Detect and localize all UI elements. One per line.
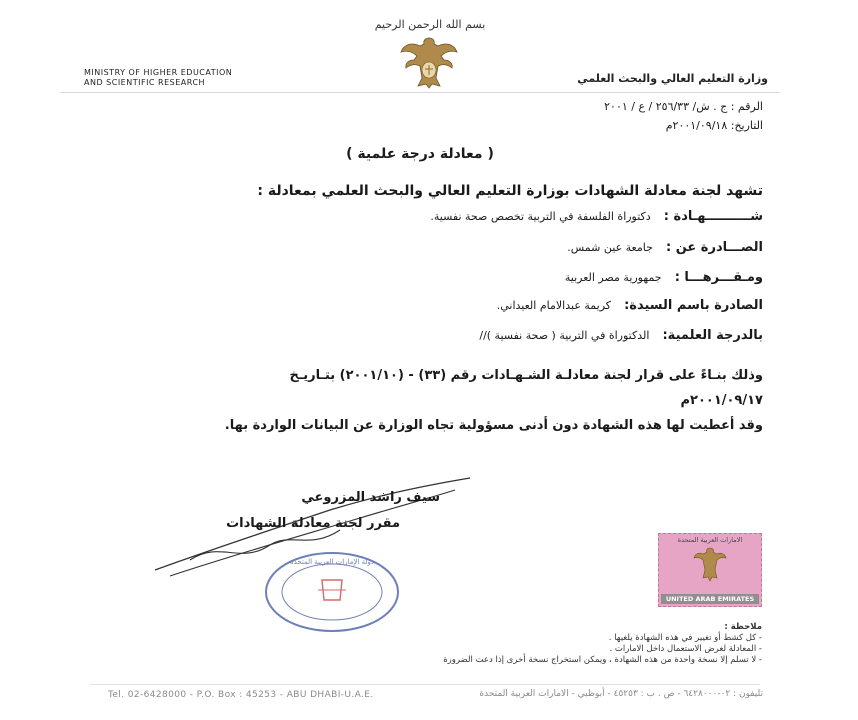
header-divider — [60, 92, 780, 93]
note-item: - لا تسلم إلا نسخة واحدة من هذه الشهادة ، ويمكن استخراج نسخة أخرى إذا دعت الضرورة — [443, 655, 762, 665]
field-holder — [120, 294, 763, 313]
field-degree — [120, 324, 763, 343]
field-certificate-label: شــــــــــهـادة : — [663, 209, 763, 224]
ministry-en-line2: AND SCIENTIFIC RESEARCH — [84, 78, 206, 87]
notes-heading: ملاحظة : — [724, 622, 762, 632]
stamp-bottom-text: UNITED ARAB EMIRATES — [661, 594, 759, 604]
decision-line-1: وذلك بنـاءً على قرار لجنة معادلـة الشـهـادات رقم (٣٣) - (٢٠٠١/١٠) بتـاريـخ — [289, 368, 763, 383]
reference-date-value: ٢٠٠١/٠٩/١٨م — [665, 119, 728, 132]
field-issuer — [120, 236, 763, 255]
footer-divider — [90, 684, 760, 685]
field-degree-value: الدكتوراة في التربية ( صحة نفسية )// — [479, 329, 650, 342]
decision-line-3: وقد أعطيت لها هذه الشهادة دون أدنى مسؤولية تجاه الوزارة عن البيانات الواردة بها. — [224, 418, 763, 433]
document-title: ( معادلة درجة علمية ) — [346, 146, 494, 162]
field-issuer-label: الصـــادرة عن : — [665, 240, 763, 255]
ministry-name-arabic: وزارة التعليم العالي والبحث العلمي — [577, 72, 768, 85]
field-issuer-value: جامعة عين شمس. — [567, 241, 653, 254]
ministry-en-line1: MINISTRY OF HIGHER EDUCATION — [84, 68, 233, 77]
field-location-label: ومـقـــرهـــا : — [674, 270, 763, 285]
signatory-title: مقرر لجنة معادلة الشهادات — [226, 516, 400, 531]
reference-number-value: ج . ش/ ٢٥٦/٣٣ / ع / ٢٠٠١ — [604, 100, 728, 113]
ministry-name-english — [84, 68, 232, 88]
field-location — [120, 266, 763, 285]
field-degree-label: بالدرجة العلمية: — [662, 328, 763, 343]
field-certificate-value: دكتوراة الفلسفة في التربية تخصص صحة نفسية. — [430, 210, 651, 223]
decision-line-2: ٢٠٠١/٠٩/١٧م — [680, 393, 763, 408]
ministry-round-seal-icon — [262, 550, 402, 634]
stamp-top-text: الامارات العربية المتحدة — [677, 536, 743, 544]
uae-falcon-emblem-icon — [398, 34, 460, 92]
field-holder-value: كريمة عبدالامام العيداني. — [496, 299, 611, 312]
footer-contact-arabic: تليفون : ٠٢-٦٤٢٨٠٠٠ - ص . ب : ٤٥٢٥٣ - أبوظبي - الامارات العربية المتحدة — [479, 689, 763, 699]
note-item: - كل كشط أو تغيير في هذه الشهادة يلغيها . — [608, 633, 762, 643]
field-holder-label: الصادرة باسم السيدة: — [624, 298, 763, 313]
reference-number-label: الرقم : — [730, 100, 763, 113]
footer-contact-english: Tel. 02-6428000 - P.O. Box : 45253 - ABU DHABI-U.A.E. — [108, 690, 374, 700]
basmala: بسم الله الرحمن الرحيم — [374, 18, 486, 31]
reference-number — [480, 100, 763, 113]
field-certificate — [120, 205, 763, 224]
stamp-falcon-icon — [693, 546, 727, 584]
seal-outer-text: دولة الإمارات العربية المتحدة — [289, 558, 375, 566]
intro-statement: تشهد لجنة معادلة الشهادات بوزارة التعليم العالي والبحث العلمي بمعادلة : — [257, 183, 763, 199]
note-item: - المعادلة لغرض الاستعمال داخل الامارات . — [609, 644, 762, 654]
reference-date — [480, 119, 763, 132]
revenue-stamp-icon — [658, 533, 762, 607]
field-location-value: جمهورية مصر العربية — [564, 271, 662, 284]
reference-date-label: التاريخ: — [730, 119, 763, 132]
signatory-name: سيف راشد المزروعي — [301, 490, 440, 505]
notes-block — [420, 622, 762, 666]
